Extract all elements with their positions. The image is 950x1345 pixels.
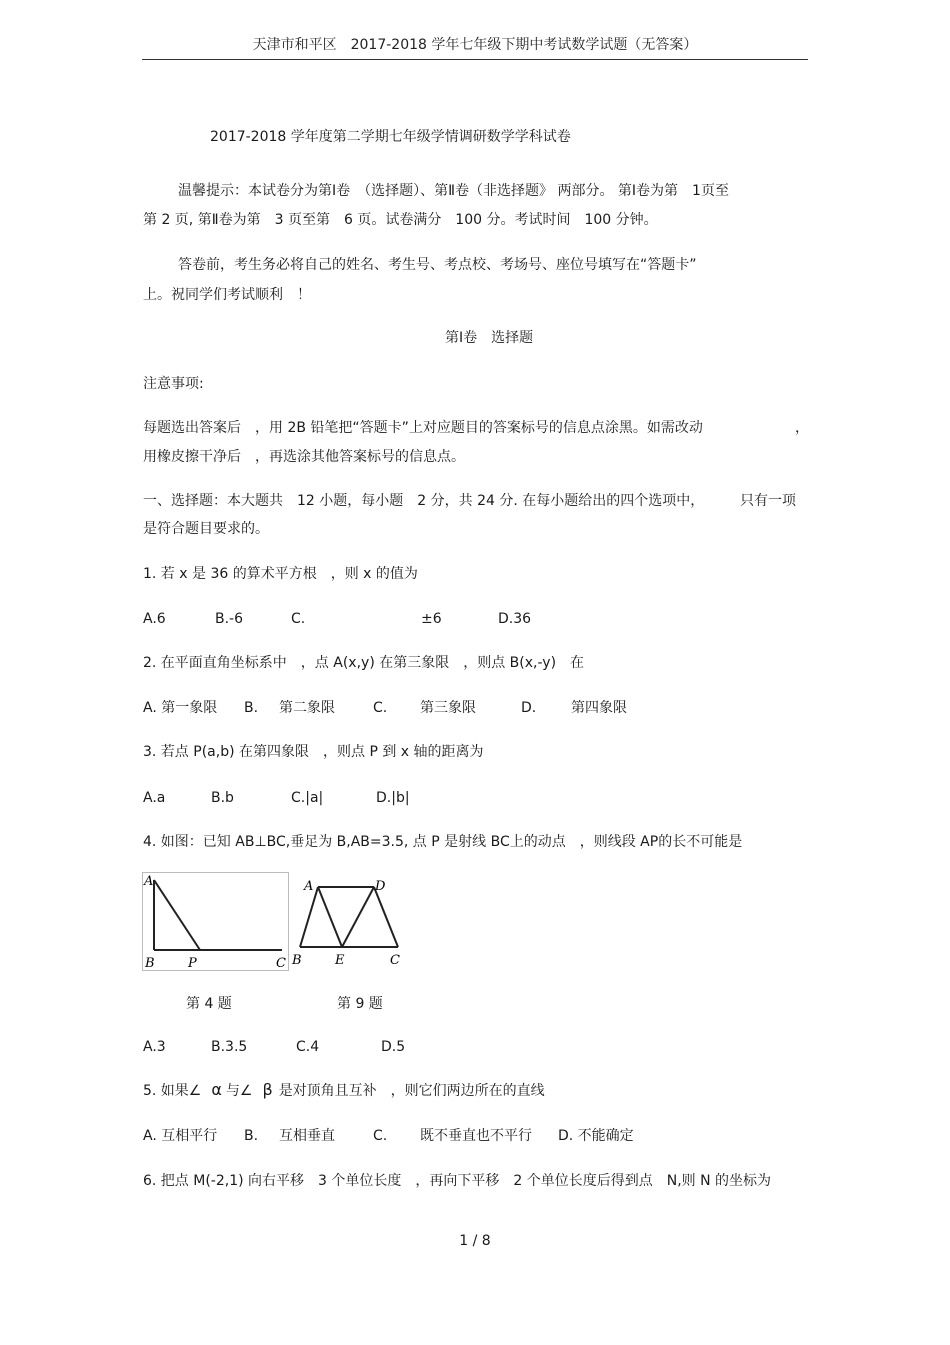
- q5-option-b-text: 互相垂直: [279, 1128, 335, 1144]
- label-a: A: [304, 879, 314, 894]
- figure-9-diagram: [290, 872, 408, 972]
- q2-option-d-label: D.: [521, 700, 537, 716]
- q4-option-b: B.3.5: [211, 1039, 248, 1055]
- part1-line-1: 一、选择题：本大题共 12 小题，每小题 2 分，共 24 分. 在每小题给出的四个选项中，: [143, 493, 705, 509]
- beta-symbol: β: [262, 1080, 273, 1099]
- q5-option-c-text: 既不垂直也不平行: [420, 1128, 532, 1144]
- figure-4-diagram: [142, 872, 290, 972]
- q5-option-b-label: B.: [244, 1128, 259, 1144]
- question-6-stem: 6. 把点 M(-2,1) 向右平移 3 个单位长度 ，再向下平移 2 个单位长度后得到点 N,则 N 的坐标为: [143, 1173, 772, 1189]
- q5-option-c-label: C.: [373, 1128, 388, 1144]
- attention-line-1: 每题选出答案后 ，用 2B 铅笔把“答题卡”上对应题目的答案标号的信息点涂黑。如需改动: [143, 420, 703, 436]
- attention-line-2: 用橡皮擦干净后 ，再选涂其他答案标号的信息点。: [143, 449, 465, 465]
- question-1-stem: 1. 若 x 是 36 的算术平方根 ，则 x 的值为: [143, 566, 418, 582]
- running-header: 天津市和平区 2017-2018 学年七年级下期中考试数学试题（无答案）: [252, 37, 698, 53]
- figure-4-frame: [143, 873, 289, 971]
- notice-line-1: 温馨提示：本试卷分为第Ⅰ卷 （选择题）、第Ⅱ卷（非选择题》 两部分。 第Ⅰ卷为第 1页至: [178, 183, 729, 199]
- q2-option-d-text: 第四象限: [571, 700, 627, 716]
- attention-label: 注意事项:: [143, 376, 204, 392]
- page-number: 1 / 8: [459, 1233, 491, 1249]
- q2-option-b-text: 第二象限: [279, 700, 335, 716]
- part1-line-1-end: 只有一项: [740, 493, 796, 509]
- figure-4-caption: 第 4 题: [186, 996, 232, 1012]
- q3-option-d: D.|b|: [376, 790, 410, 806]
- q3-option-c: C.|a|: [291, 790, 324, 806]
- q3-option-a: A.a: [143, 790, 166, 806]
- q4-option-c: C.4: [296, 1039, 320, 1055]
- q5-option-a: A. 互相平行: [143, 1128, 218, 1144]
- label-d: D: [375, 879, 386, 894]
- label-p: P: [188, 956, 197, 971]
- q5-stem-part-a: 5. 如果∠: [143, 1083, 202, 1099]
- q2-option-c-label: C.: [373, 700, 388, 716]
- attention-line-1-end: ，: [795, 420, 809, 436]
- q4-option-d: D.5: [381, 1039, 406, 1055]
- figure-9-caption: 第 9 题: [337, 996, 383, 1012]
- q2-option-a: A. 第一象限: [143, 700, 218, 716]
- label-b: B: [145, 956, 155, 971]
- q2-option-b-label: B.: [244, 700, 259, 716]
- question-4-stem: 4. 如图：已知 AB⊥BC,垂足为 B,AB=3.5, 点 P 是射线 BC上的动点 ，则线段 AP的长不可能是: [143, 834, 743, 850]
- q5-stem-part-c: 是对顶角且互补 ，则它们两边所在的直线: [278, 1083, 545, 1099]
- segment-ae: [318, 887, 342, 947]
- question-2-stem: 2. 在平面直角坐标系中 ，点 A(x,y) 在第三象限 ，则点 B(x,-y) 在: [143, 655, 585, 671]
- document-title: 2017-2018 学年度第二学期七年级学情调研数学学科试卷: [210, 129, 571, 145]
- section-title: 第Ⅰ卷 选择题: [445, 330, 534, 346]
- notice-line-3: 答卷前，考生务必将自己的姓名、考生号、考点校、考场号、座位号填写在“答题卡”: [178, 257, 697, 273]
- question-3-stem: 3. 若点 P(a,b) 在第四象限 ，则点 P 到 x 轴的距离为: [143, 744, 484, 760]
- segment-ap: [154, 880, 200, 950]
- segment-dc: [374, 887, 398, 947]
- label-c: C: [276, 956, 286, 971]
- label-b: B: [292, 953, 302, 968]
- q5-option-d: D. 不能确定: [558, 1128, 634, 1144]
- label-a: A: [144, 874, 154, 889]
- q1-option-c-value: ±6: [421, 611, 442, 627]
- notice-line-4: 上。祝同学们考试顺利 ！: [143, 287, 311, 303]
- q1-option-a: A.6: [143, 611, 166, 627]
- notice-line-2: 第 2 页, 第Ⅱ卷为第 3 页至第 6 页。试卷满分 100 分。考试时间 100 分钟。: [143, 212, 658, 228]
- q3-option-b: B.b: [211, 790, 234, 806]
- q4-option-a: A.3: [143, 1039, 166, 1055]
- q2-option-c-text: 第三象限: [420, 700, 476, 716]
- header-rule: [142, 59, 808, 60]
- label-c: C: [390, 953, 400, 968]
- segment-ed: [342, 887, 374, 947]
- q1-option-c-label: C.: [291, 611, 306, 627]
- q5-stem-part-b: 与∠: [225, 1083, 253, 1099]
- question-5-stem: [143, 1081, 545, 1100]
- part1-line-2: 是符合题目要求的。: [143, 521, 269, 537]
- segment-ab: [300, 887, 318, 947]
- alpha-symbol: α: [211, 1080, 222, 1099]
- q1-option-d: D.36: [498, 611, 532, 627]
- q1-option-b: B.-6: [215, 611, 244, 627]
- label-e: E: [335, 953, 345, 968]
